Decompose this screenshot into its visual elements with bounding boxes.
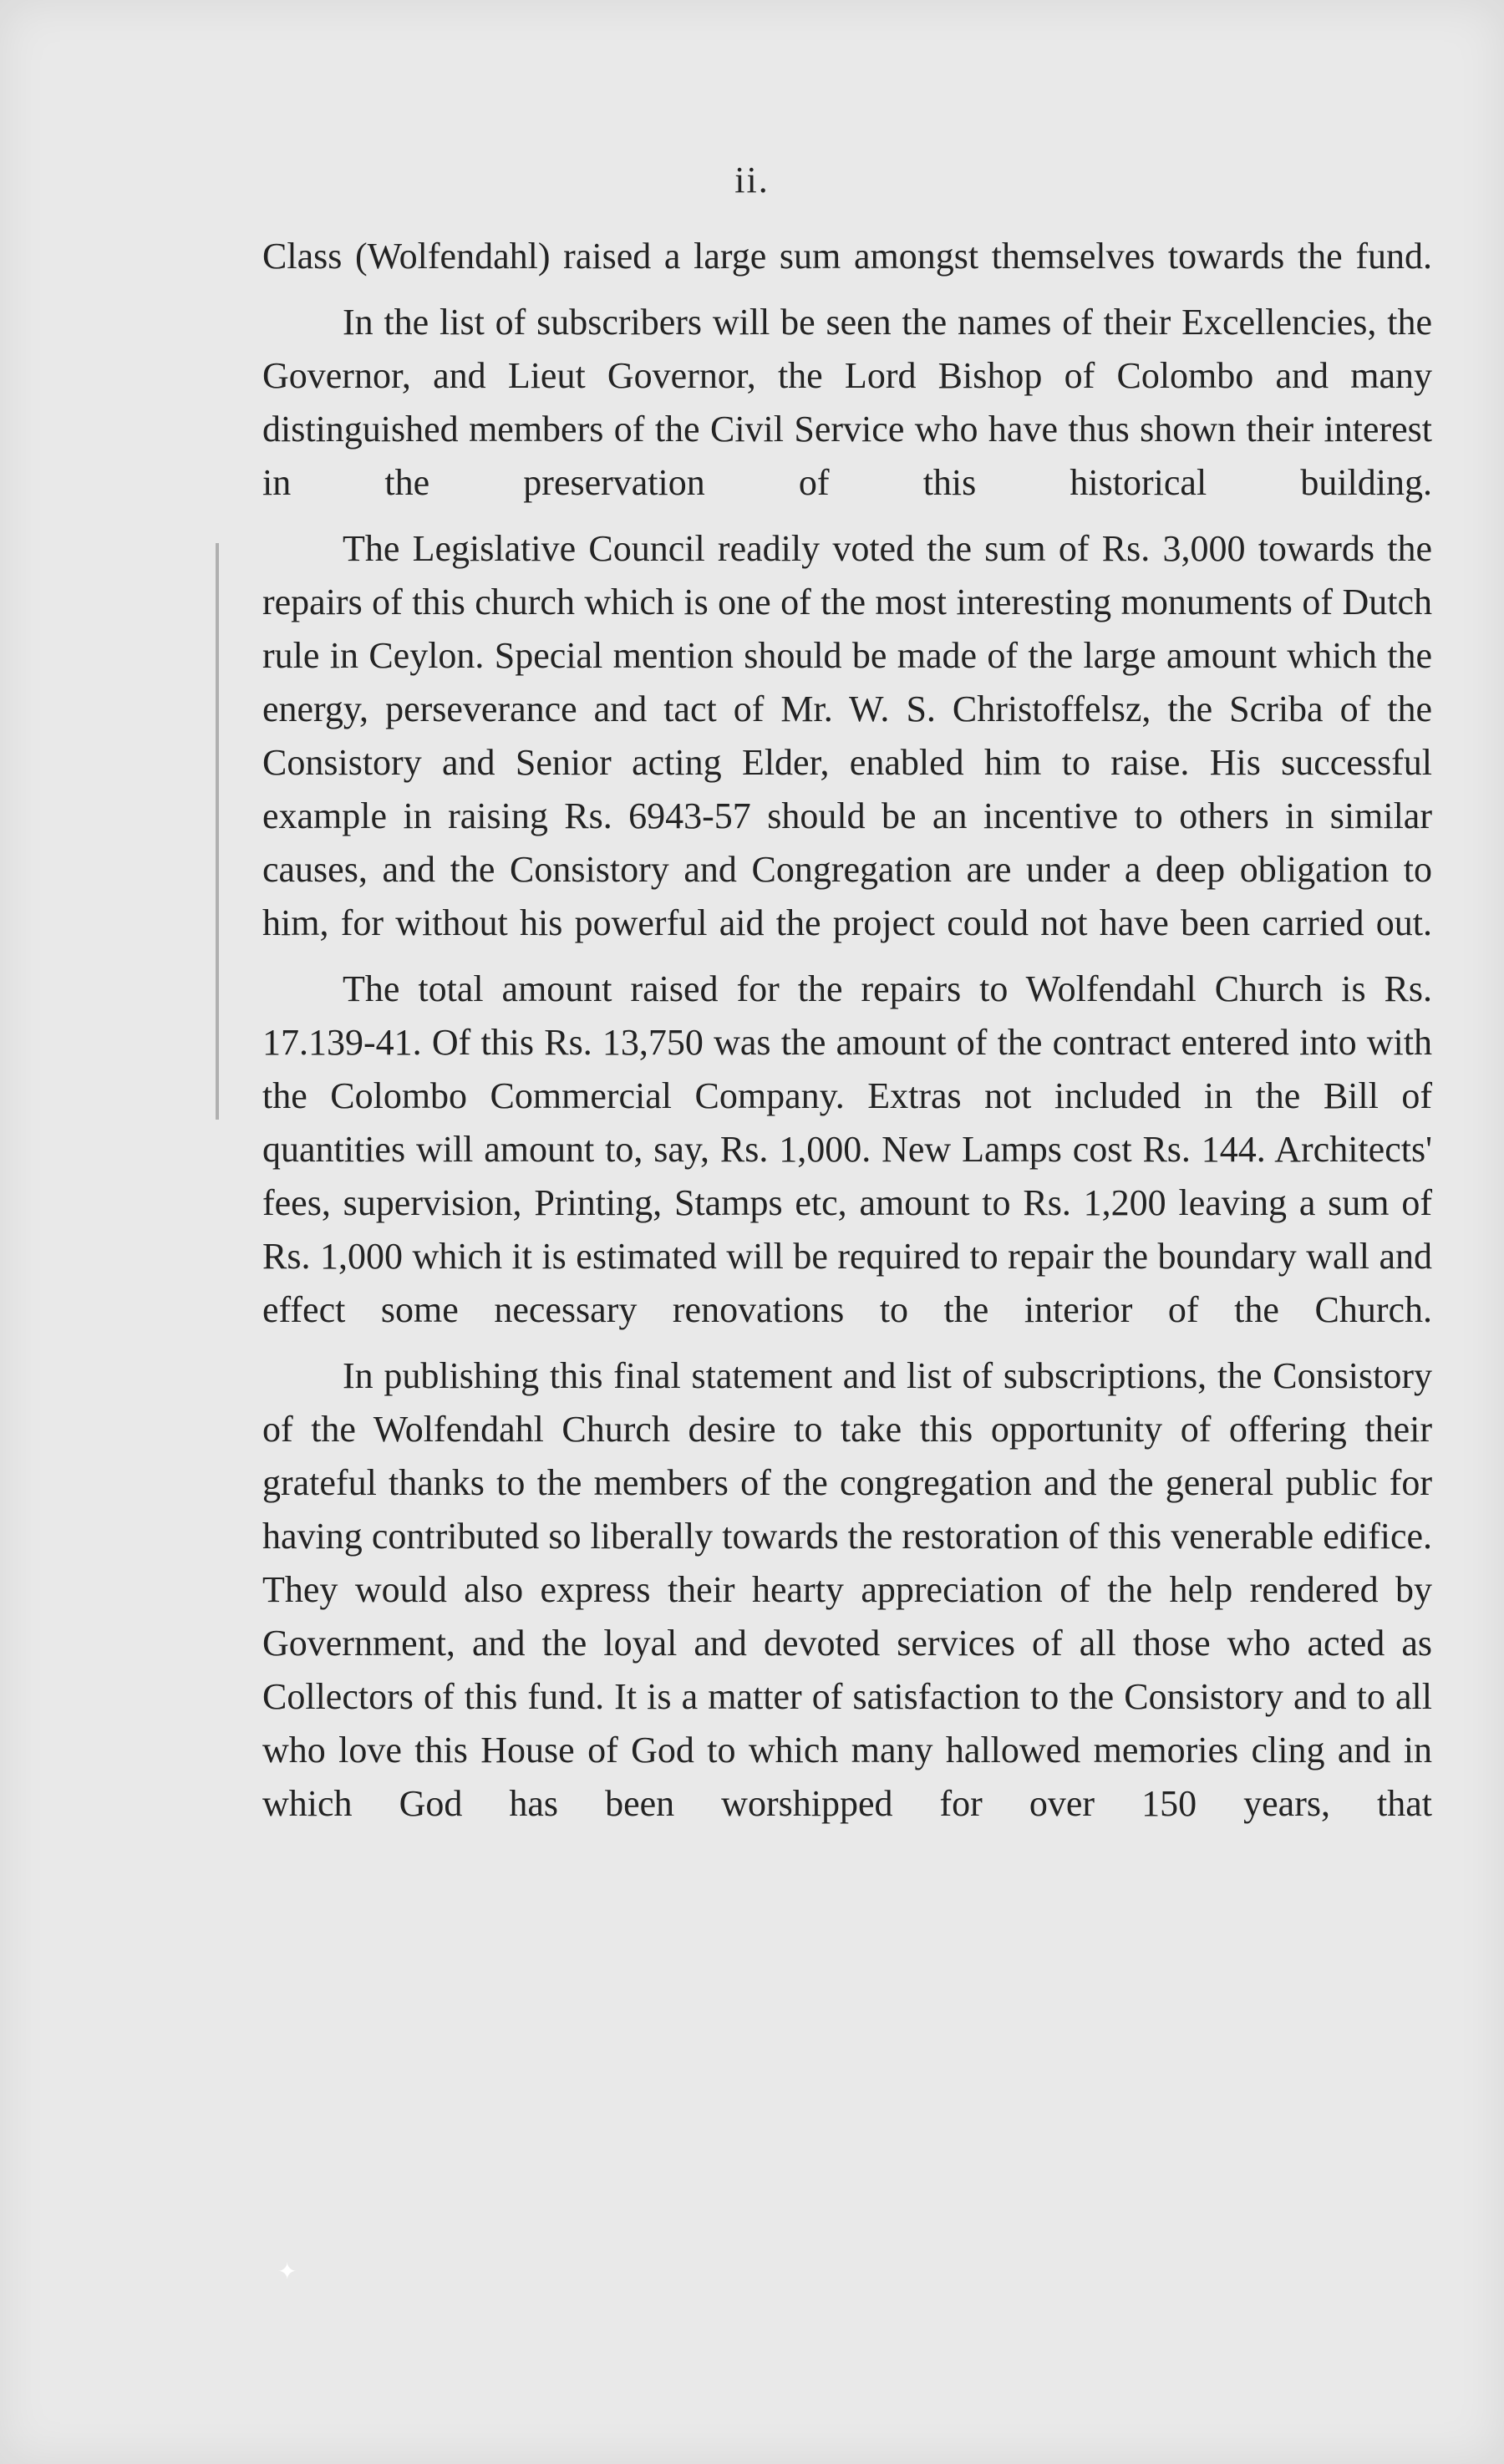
paragraph-4: The total amount raised for the repairs to Wolfendahl Church is Rs. 17.139-41. Of this Rs. 13,750 was the amount of the contract entered into with the Colombo Commercial Company. Extras not included in the Bill of quantities will amount to, say, Rs. 1,000. New Lamps cost Rs. 144. Architects' fees, supervision, Printing, Stamps etc, amount to Rs. 1,200 leaving a sum of Rs. 1,000 which it is estimated will be required to repair the boundary wall and effect some necessary renovations to the interior of the Church. xyxy=(262,968,1432,1330)
paragraph-1: Class (Wolfendahl) raised a large sum amongst themselves towards the fund. xyxy=(262,236,1432,277)
scan-speck: ✦ xyxy=(277,2259,297,2285)
page-number: ii. xyxy=(734,160,770,201)
margin-mark xyxy=(216,543,219,1120)
paragraph-3: The Legislative Council readily voted the sum of Rs. 3,000 towards the repairs of this church which is one of the most interesting monuments of Dutch rule in Ceylon. Special mention should be made of the large amount which the energy, perseverance and tact of Mr. W. S. Christoffelsz, the Scriba of the Consistory and Senior acting Elder, enabled him to raise. His successful example in raising Rs. 6943-57 should be an incentive to others in similar causes, and the Consistory and Congregation are under a deep obligation to him, for without his powerful aid the project could not have been carried out. xyxy=(262,528,1432,943)
paragraph-5: In publishing this final statement and list of subscriptions, the Consistory of the Wolfendahl Church desire to take this opportunity of offering their grateful thanks to the members of the congregation and the general public for having contributed so liberally towards the restoration of this venerable edifice. They would also express their hearty appreciation of the help rendered by Government, and the loyal and devoted services of all those who acted as Collectors of this fund. It is a matter of satisfaction to the Consistory and to all who love this House of God to which many hallowed memories cling and in which God has been worshipped for over 150 years, that xyxy=(262,1355,1432,1824)
paragraph-2: In the list of subscribers will be seen the names of their Excellencies, the Governor, and Lieut Governor, the Lord Bishop of Colombo and many distinguished members of the Civil Service who have thus shown their interest in the preservation of this historical building. xyxy=(262,302,1432,503)
body-text xyxy=(262,230,1432,1843)
